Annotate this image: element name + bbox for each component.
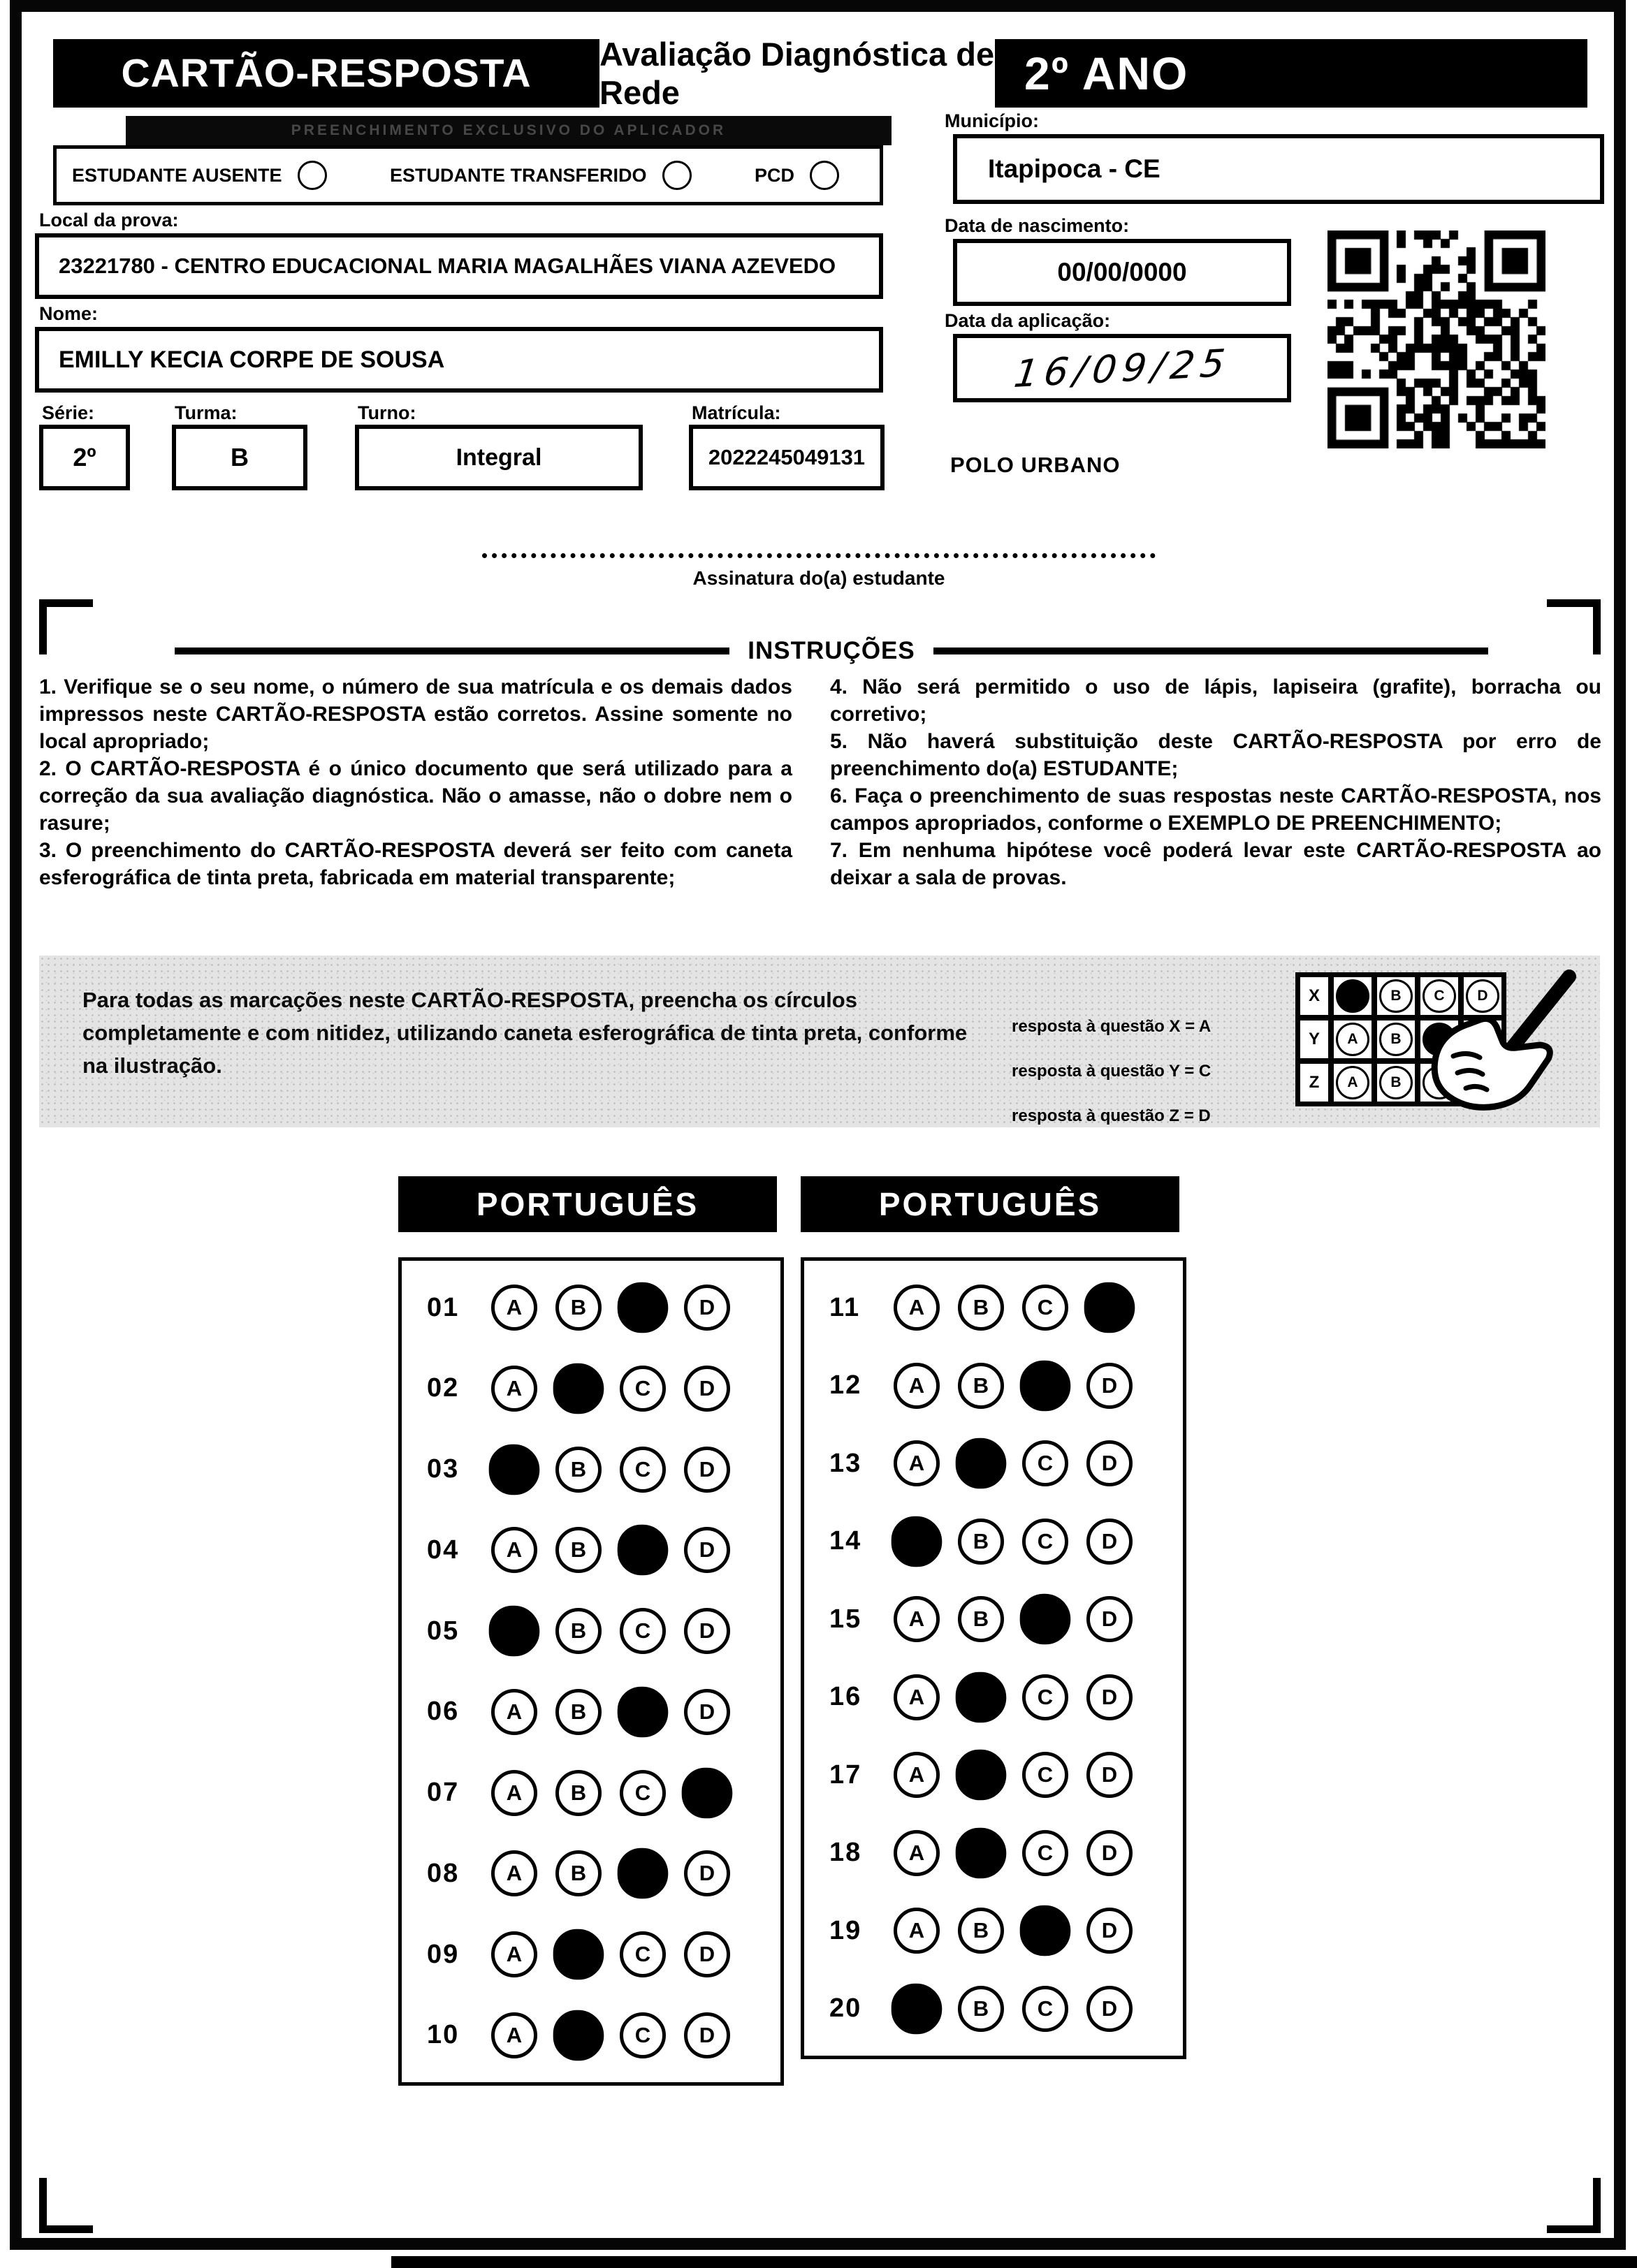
bubble-q11-D[interactable] [1084,1282,1135,1333]
aplicacao-label: Data da aplicação: [945,310,1111,331]
example-cell [1331,974,1374,1018]
bubble-q06-D[interactable]: D [684,1689,730,1735]
list-item-text: 7. Em nenhuma hipótese você poderá levar este CARTÃO-RESPOSTA ao deixar a sala de provas. [830,839,1601,889]
answer-row-10 [427,2012,766,2058]
bubble-q19-C[interactable] [1020,1905,1071,1956]
bubble-q18-B[interactable] [956,1828,1007,1879]
transferido-bubble[interactable] [662,161,692,190]
bubble-q09-B[interactable] [553,1929,604,1980]
example-cell [1331,1018,1374,1061]
instructions-left-column [39,673,792,891]
answer-row-18 [829,1830,1169,1876]
bubble-q18-D[interactable]: D [1086,1830,1133,1876]
nascimento-label: Data de nascimento: [945,215,1130,236]
serie-value: 2º [39,425,130,490]
bubble-q04-A[interactable]: A [491,1527,537,1573]
bubble-q11-B[interactable]: B [958,1285,1004,1331]
answer-box-questions-01-10 [398,1257,784,2086]
pcd-bubble[interactable] [810,161,839,190]
turno-label: Turno: [358,402,416,423]
bubble-q05-B[interactable]: B [555,1608,602,1654]
question-number: 04 [427,1535,460,1565]
status-item-ausente [72,161,327,190]
list-item-text: resposta à questão X = A [1012,1017,1212,1036]
list-item-text: 2. O CARTÃO-RESPOSTA é o único documento que será utilizado para a correção da sua avaliação diagnóstica. Não o amasse, não o dobre nem o rasure; [39,757,792,835]
example-bubble-Y-A: A [1336,1023,1369,1056]
rule-right [933,648,1488,654]
question-number: 11 [829,1292,861,1322]
example-bubble-Z-B: B [1379,1066,1413,1099]
question-number: 10 [427,2020,460,2050]
bubble-q12-B[interactable]: B [958,1363,1004,1409]
applicator-only-bar: PREENCHIMENTO EXCLUSIVO DO APLICADOR [126,116,892,145]
answer-row-14 [829,1519,1169,1565]
bubble-q15-C[interactable] [1020,1594,1071,1645]
answer-row-19 [829,1908,1169,1954]
bubble-q01-D[interactable]: D [684,1285,730,1331]
bubble-q08-D[interactable]: D [684,1850,730,1896]
list-item-text: resposta à questão Y = C [1012,1062,1212,1081]
matricula-label: Matrícula: [692,402,781,423]
instructions-right-column [830,673,1601,891]
instructions-header [175,637,1488,665]
question-number: 03 [427,1454,460,1484]
example-bubble-X-D: D [1466,979,1499,1013]
matricula-value: 2022245049131 [689,425,885,490]
question-number: 12 [829,1370,862,1400]
question-number: 13 [829,1448,862,1478]
rule-left [175,648,729,654]
bubble-q15-A[interactable]: A [894,1596,940,1642]
question-number: 02 [427,1373,460,1403]
question-number: 09 [427,1939,460,1969]
bubble-q02-D[interactable]: D [684,1366,730,1412]
status-item-transferido [390,161,692,190]
bubble-q06-A[interactable]: A [491,1689,537,1735]
bubble-q08-C[interactable] [618,1848,669,1899]
example-bubble-Y-B: B [1379,1023,1413,1056]
bubble-q11-A[interactable]: A [894,1285,940,1331]
status-label: ESTUDANTE TRANSFERIDO [390,164,647,186]
example-row-label: Y [1297,1018,1331,1061]
bubble-q01-B[interactable]: B [555,1285,602,1331]
bubble-q18-C[interactable]: C [1022,1830,1068,1876]
list-item-text: 1. Verifique se o seu nome, o número de sua matrícula e os demais dados impressos neste CARTÃO-RESPOSTA estão corretos. Assine somente no local apropriado; [39,675,792,753]
answer-row-01 [427,1285,766,1331]
answer-row-04 [427,1527,766,1573]
bubble-q19-B[interactable]: B [958,1908,1004,1954]
polo-urbano-label: POLO URBANO [950,453,1121,477]
status-label: PCD [754,164,794,186]
example-row-label: Z [1297,1061,1331,1104]
answer-row-12 [829,1363,1169,1409]
bubble-q04-B[interactable]: B [555,1527,602,1573]
nome-label: Nome: [39,303,99,324]
bubble-q10-D[interactable]: D [684,2012,730,2058]
bubble-q15-D[interactable]: D [1086,1596,1133,1642]
example-bubble-Z-A: A [1336,1066,1369,1099]
footer-black-bar [391,2256,1637,2268]
bubble-q09-D[interactable]: D [684,1931,730,1977]
bubble-q08-A[interactable]: A [491,1850,537,1896]
question-number: 07 [427,1778,460,1808]
header-band [53,36,1587,111]
bubble-q04-C[interactable] [618,1525,669,1576]
question-number: 16 [829,1682,862,1712]
corner-mark-top-left [39,599,93,654]
list-item-text: resposta à questão Z = D [1012,1106,1211,1125]
bubble-q15-B[interactable]: B [958,1596,1004,1642]
status-label: ESTUDANTE AUSENTE [72,164,282,186]
turma-value: B [172,425,307,490]
bubble-q14-A[interactable] [892,1516,943,1567]
bubble-q02-A[interactable]: A [491,1366,537,1412]
answer-row-03 [427,1447,766,1493]
municipio-value: Itapipoca - CE [953,134,1604,204]
bubble-q02-C[interactable]: C [620,1366,666,1412]
answer-row-15 [829,1596,1169,1642]
question-number: 17 [829,1759,862,1790]
bubble-q17-B[interactable] [956,1750,1007,1801]
bubble-q16-D[interactable]: D [1086,1674,1133,1720]
bubble-q06-B[interactable]: B [555,1689,602,1735]
bubble-q07-C[interactable]: C [620,1770,666,1816]
turno-value: Integral [355,425,643,490]
bubble-q03-C[interactable]: C [620,1447,666,1493]
bubble-q13-B[interactable] [956,1438,1007,1489]
example-row-label: X [1297,974,1331,1018]
bubble-q13-A[interactable]: A [894,1440,940,1486]
aplicacao-handwritten-date: 16/09/25 [1011,340,1233,396]
answer-box-questions-11-20 [801,1257,1186,2059]
fill-example-legend [1012,996,1340,1147]
corner-mark-bottom-left [39,2178,93,2233]
bubble-q01-A[interactable]: A [491,1285,537,1331]
bubble-q03-A[interactable] [489,1444,540,1495]
corner-mark-bottom-right [1547,2178,1601,2233]
answer-row-16 [829,1674,1169,1720]
bubble-q04-D[interactable]: D [684,1527,730,1573]
example-cell [1331,1061,1374,1104]
answer-row-20 [829,1986,1169,2032]
example-bubble-X-B: B [1379,979,1413,1013]
bubble-q01-C[interactable] [618,1282,669,1333]
question-number: 15 [829,1604,862,1634]
card-title: CARTÃO-RESPOSTA [121,51,532,96]
answer-row-13 [829,1440,1169,1486]
turma-label: Turma: [175,402,238,423]
signature-dotted-line [482,553,1156,558]
bubble-q07-D[interactable] [682,1767,733,1818]
answer-row-08 [427,1850,766,1896]
question-number: 18 [829,1838,862,1868]
question-number: 20 [829,1993,862,2024]
qr-code [1327,231,1545,448]
bubble-q17-D[interactable]: D [1086,1752,1133,1798]
subject-header-portugues-2: PORTUGUÊS [801,1176,1179,1232]
serie-label: Série: [42,402,95,423]
example-bubble-X-A [1336,979,1369,1013]
corner-mark-top-right [1547,599,1601,654]
bubble-q20-D[interactable]: D [1086,1986,1133,2032]
bubble-q13-C[interactable]: C [1022,1440,1068,1486]
bubble-q09-A[interactable]: A [491,1931,537,1977]
nome-value: EMILLY KECIA CORPE DE SOUSA [35,327,883,393]
bubble-q20-B[interactable]: B [958,1986,1004,2032]
bubble-q05-A[interactable] [489,1606,540,1657]
bubble-q12-A[interactable]: A [894,1363,940,1409]
question-number: 19 [829,1915,862,1945]
question-number: 08 [427,1858,460,1888]
answer-row-07 [427,1770,766,1816]
nascimento-value: 00/00/0000 [953,239,1291,306]
municipio-label: Município: [945,110,1039,131]
bubble-q17-C[interactable]: C [1022,1752,1068,1798]
bubble-q09-C[interactable]: C [620,1931,666,1977]
question-number: 06 [427,1697,460,1727]
bubble-q06-C[interactable] [618,1687,669,1738]
local-da-prova-label: Local da prova: [39,210,179,231]
status-item-pcd [755,161,839,190]
signature-label: Assinatura do(a) estudante [692,567,945,589]
hand-with-pen-icon [1386,957,1596,1125]
bubble-q07-A[interactable]: A [491,1770,537,1816]
answer-row-09 [427,1931,766,1977]
bubble-q12-C[interactable] [1020,1360,1071,1411]
bubble-q19-D[interactable]: D [1086,1908,1133,1954]
bubble-q20-A[interactable] [892,1984,943,2035]
bubble-q14-C[interactable]: C [1022,1519,1068,1565]
bubble-q03-B[interactable]: B [555,1447,602,1493]
status-row [53,145,883,205]
example-bubble-X-C: C [1423,979,1456,1013]
fill-example-text: Para todas as marcações neste CARTÃO-RESPOSTA, preencha os círculos completamente e com nitidez, utilizando caneta esferográfica de tinta preta, conforme na ilustração. [82,988,968,1078]
ausente-bubble[interactable] [298,161,327,190]
bubble-q18-A[interactable]: A [894,1830,940,1876]
answer-row-05 [427,1608,766,1654]
bubble-q20-C[interactable]: C [1022,1986,1068,2032]
bubble-q05-C[interactable]: C [620,1608,666,1654]
question-number: 14 [829,1526,862,1556]
bubble-q16-A[interactable]: A [894,1674,940,1720]
subject-header-portugues-1: PORTUGUÊS [398,1176,777,1232]
aplicacao-box [953,334,1291,402]
bubble-q13-D[interactable]: D [1086,1440,1133,1486]
bubble-q16-C[interactable]: C [1022,1674,1068,1720]
bubble-q19-A[interactable]: A [894,1908,940,1954]
answer-row-17 [829,1752,1169,1798]
answer-row-06 [427,1689,766,1735]
list-item-text: 6. Faça o preenchimento de suas respostas neste CARTÃO-RESPOSTA, nos campos apropriados, conforme o EXEMPLO DE PREENCHIMENTO; [830,784,1601,835]
local-da-prova-value: 23221780 - CENTRO EDUCACIONAL MARIA MAGALHÃES VIANA AZEVEDO [35,233,883,299]
bubble-q03-D[interactable]: D [684,1447,730,1493]
question-number: 01 [427,1292,460,1322]
assessment-title: Avaliação Diagnóstica de Rede [599,36,995,111]
list-item-text: 5. Não haverá substituição deste CARTÃO-RESPOSTA por erro de preenchimento do(a) ESTUDANTE; [830,730,1601,780]
bubble-q07-B[interactable]: B [555,1770,602,1816]
bubble-q05-D[interactable]: D [684,1608,730,1654]
bubble-q11-C[interactable]: C [1022,1285,1068,1331]
answer-row-02 [427,1366,766,1412]
question-number: 05 [427,1616,460,1646]
grade-label: 2º ANO [1024,47,1189,99]
bubble-q02-B[interactable] [553,1363,604,1414]
list-item-text: 3. O preenchimento do CARTÃO-RESPOSTA deverá ser feito com caneta esferográfica de tinta preta, fabricada em material transparente; [39,839,792,889]
list-item-text: 4. Não será permitido o uso de lápis, lapiseira (grafite), borracha ou corretivo; [830,675,1601,726]
bubble-q08-B[interactable]: B [555,1850,602,1896]
fill-example-box [39,956,1600,1127]
bubble-q16-B[interactable] [956,1671,1007,1722]
instructions-title: INSTRUÇÕES [748,637,915,664]
bubble-q10-B[interactable] [553,2010,604,2061]
bubble-q14-B[interactable]: B [958,1519,1004,1565]
bubble-q14-D[interactable]: D [1086,1519,1133,1565]
bubble-q17-A[interactable]: A [894,1752,940,1798]
bubble-q12-D[interactable]: D [1086,1363,1133,1409]
bubble-q10-A[interactable]: A [491,2012,537,2058]
answer-row-11 [829,1285,1169,1331]
bubble-q10-C[interactable]: C [620,2012,666,2058]
